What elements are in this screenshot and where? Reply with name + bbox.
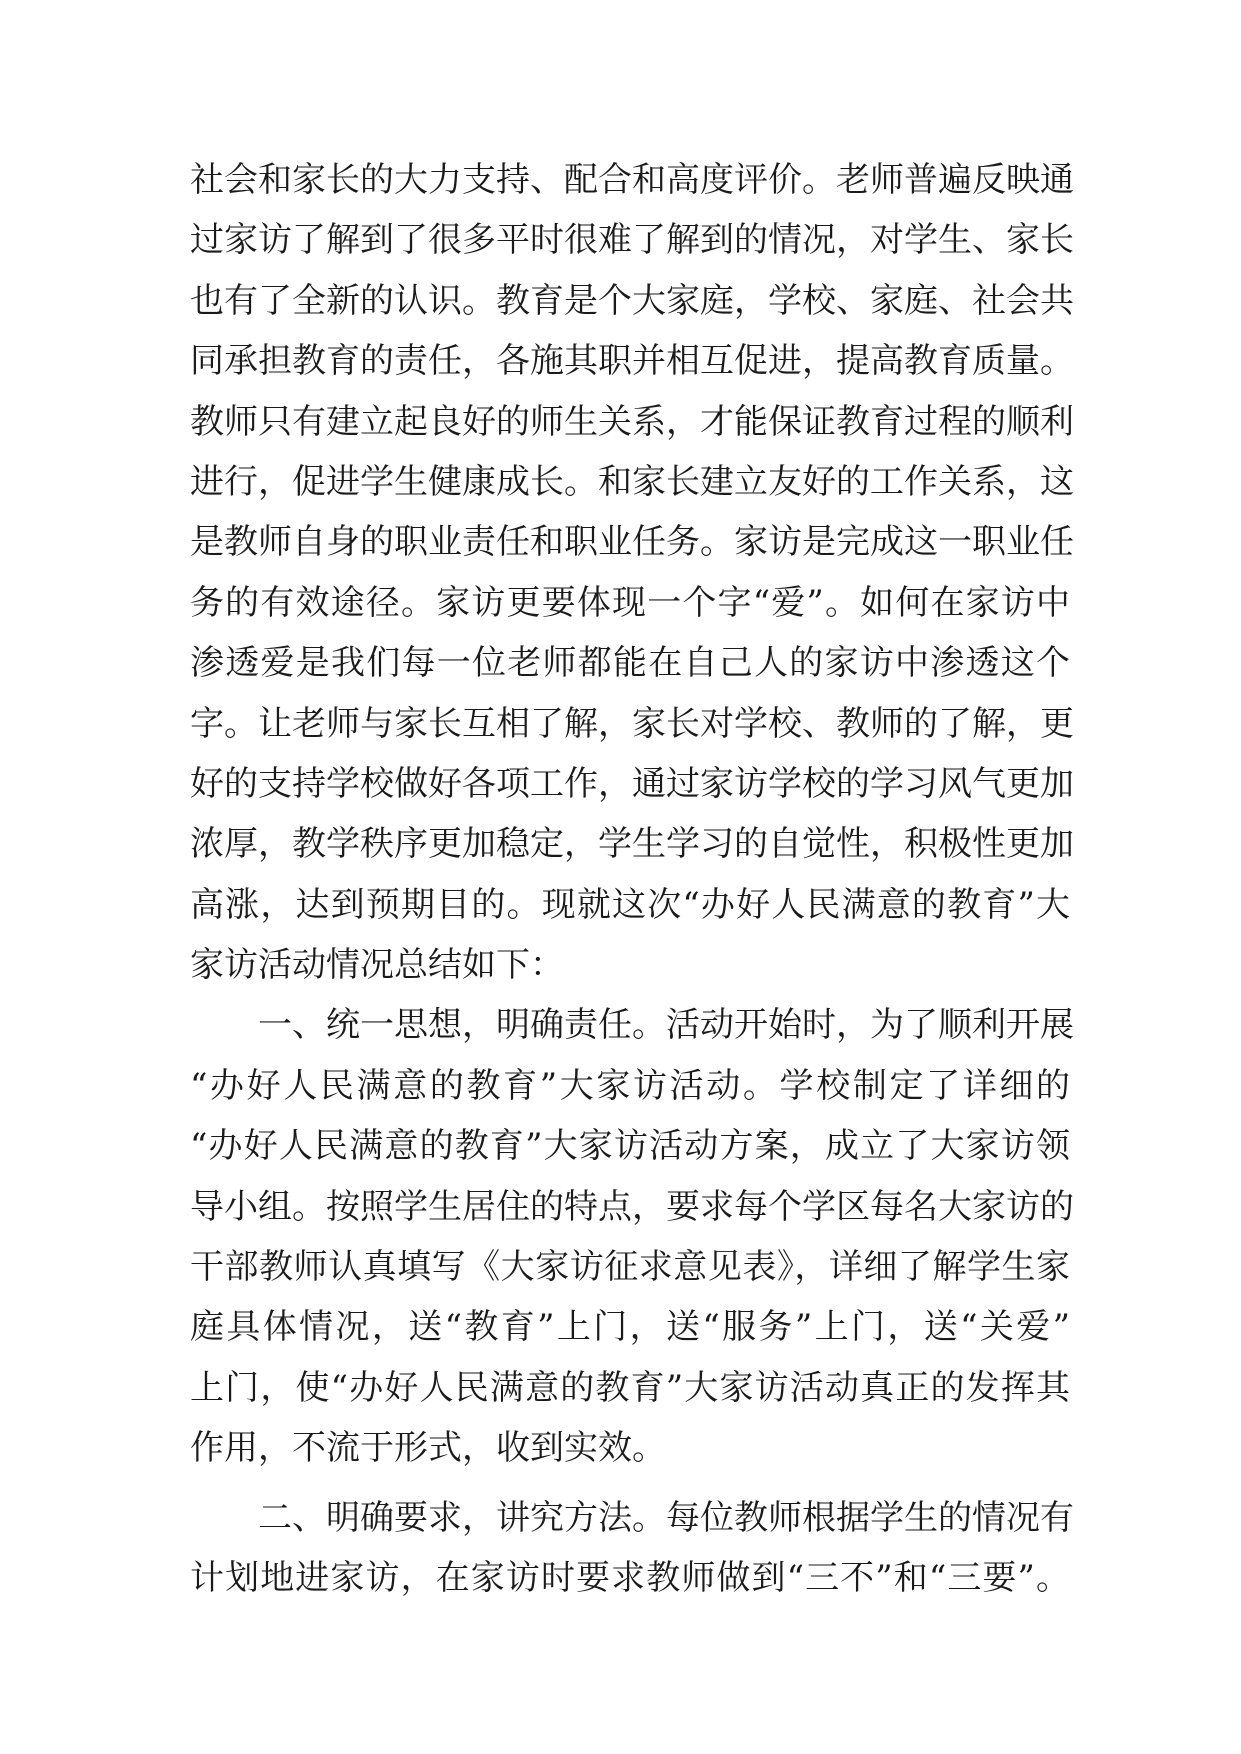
text-line: 家访活动情况总结如下：: [190, 945, 564, 986]
text-line: 作用，不流于形式，收到实效。: [190, 1428, 666, 1469]
text-line: 浓厚，教学秩序更加稳定，学生学习的自觉性，积极性更加: [190, 824, 1074, 865]
text-line: 二、明确要求，讲究方法。每位教师根据学生的情况有: [190, 1497, 1074, 1538]
text-line: 同承担教育的责任，各施其职并相互促进，提高教育质量。: [190, 341, 1074, 382]
text-line: 也有了全新的认识。教育是个大家庭，学校、家庭、社会共: [190, 280, 1074, 321]
text-line: 计划地进家访，在家访时要求教师做到“三不”和“三要”。: [190, 1557, 1070, 1598]
text-line: 庭具体情况，送“教育”上门，送“服务”上门，送“关爱”: [190, 1307, 1070, 1348]
text-line: 干部教师认真填写《大家访征求意见表》，详细了解学生家: [190, 1247, 1070, 1288]
text-line: 一、统一思想，明确责任。活动开始时，为了顺利开展: [190, 1005, 1074, 1046]
text-line: 高涨，达到预期目的。现就这次“办好人民满意的教育”大: [190, 884, 1070, 925]
document-body: [190, 150, 1074, 1608]
paragraph-gap: [190, 1479, 1070, 1488]
text-line: 导小组。按照学生居住的特点，要求每个学区每名大家访的: [190, 1186, 1074, 1227]
text-line: 好的支持学校做好各项工作，通过家访学校的学习风气更加: [190, 763, 1074, 804]
text-line: 进行，促进学生健康成长。和家长建立友好的工作关系，这: [190, 461, 1074, 502]
text-line: 上门，使“办好人民满意的教育”大家访活动真正的发挥其: [190, 1367, 1070, 1408]
text-line: 渗透爱是我们每一位老师都能在自己人的家访中渗透这个: [190, 643, 1070, 684]
text-line: 过家访了解到了很多平时很难了解到的情况，对学生、家长: [190, 220, 1074, 261]
text-line: 是教师自身的职业责任和职业任务。家访是完成这一职业任: [190, 522, 1074, 563]
text-line: 社会和家长的大力支持、配合和高度评价。老师普遍反映通: [190, 160, 1074, 200]
text-line: 教师只有建立起良好的师生关系，才能保证教育过程的顺利: [190, 401, 1074, 442]
text-line: “办好人民满意的教育”大家访活动方案，成立了大家访领: [190, 1126, 1070, 1167]
text-line: 字。让老师与家长互相了解，家长对学校、教师的了解，更: [190, 703, 1074, 744]
text-line: “办好人民满意的教育”大家访活动。学校制定了详细的: [190, 1065, 1070, 1106]
text-line: 务的有效途径。家访更要体现一个字“爱”。如何在家访中: [190, 582, 1070, 623]
